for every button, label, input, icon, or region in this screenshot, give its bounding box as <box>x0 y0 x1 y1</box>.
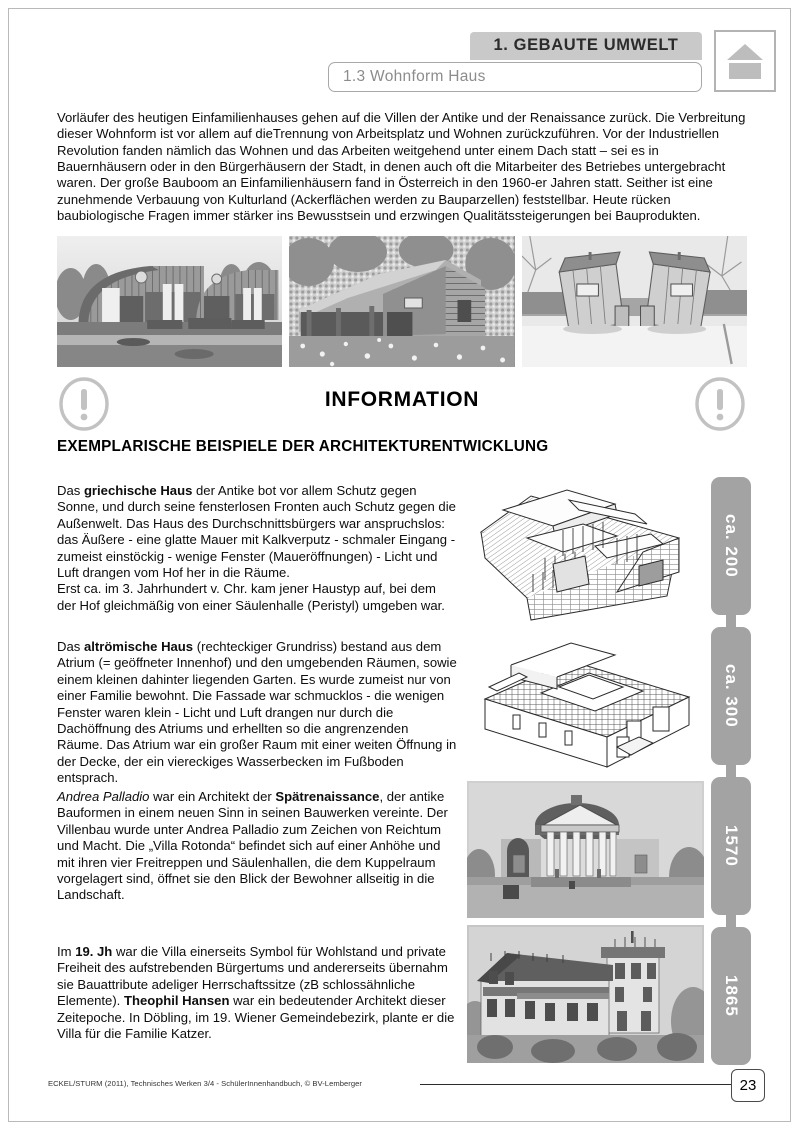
text-run: Das <box>57 483 84 498</box>
footer-credit: ECKEL/STURM (2011), Technisches Werken 3/4 - SchülerInnenhandbuch, © BV-Lemberger <box>48 1079 362 1088</box>
text-run: Im <box>57 944 76 959</box>
entry-greek-text <box>57 483 457 614</box>
entry-roman-text <box>57 639 457 787</box>
era-tab-label: ca. 300 <box>722 664 741 728</box>
exclamation-circle-icon <box>693 376 747 432</box>
entry-greek-paragraph-2: Erst ca. im 3. Jahrhundert v. Chr. kam jener Haustyp auf, bei dem der Hof gleichmäßig von einer Säulenhalle (Peristyl) umgeben war. <box>57 581 445 613</box>
section-title-box <box>328 62 702 92</box>
text-run-bold: Theophil Hansen <box>123 993 230 1009</box>
information-title: INFORMATION <box>324 388 480 411</box>
era-tab-label: ca. 200 <box>722 514 741 578</box>
era-connector <box>726 615 736 627</box>
section-subheading: EXEMPLARISCHE BEISPIELE DER ARCHITEKTURENTWICKLUNG <box>57 438 549 455</box>
section-title-text: 1.3 Wohnform Haus <box>343 68 486 85</box>
text-run: Das <box>57 639 84 654</box>
text-run-italic: Andrea Palladio <box>57 789 150 804</box>
text-run: der Antike bot vor allem Schutz gegen Sonne, und durch seine fensterlosen Fronten auch Schutz gegen die Außenwelt. Das Haus des Durchschnittsbürgers war anspruchslos: das Äußere - eine glatte Mauer mit Kalkverputz - schmaler Eingang - zumeist einstöckig - wenige Fenster (Maueröffnungen) - Licht und Luft drangen vom Hof her in die Räume. <box>57 483 456 581</box>
era-tab-label: 1865 <box>722 975 741 1017</box>
text-run: war die Villa einerseits Symbol für Wohlstand und private Freiheit des aufstrebenden Bürgertums und andererseits übernahm sie Bauattribute adeliger Herrschaftssitze (zB schlossähnliche Elemente). <box>57 944 448 1009</box>
era-tab-label: 1570 <box>722 825 741 867</box>
entry-palladio-paragraph <box>57 789 457 904</box>
era-tab-1570[interactable] <box>711 777 751 915</box>
text-run-bold: griechische Haus <box>83 483 193 498</box>
entry-greek-paragraph-1 <box>57 483 457 581</box>
villa-katzer-photo <box>467 925 704 1063</box>
villa-rotonda-photo <box>467 781 704 918</box>
chapter-title-text: 1. GEBAUTE UMWELT <box>493 35 679 54</box>
footer-rule <box>420 1084 732 1085</box>
page-number <box>731 1069 765 1102</box>
photo-twin-tilted-cabins <box>522 236 747 367</box>
information-banner <box>57 376 747 432</box>
greek-house-cutaway-illustration <box>467 480 704 635</box>
page-number-text: 23 <box>739 1077 757 1094</box>
roman-atrium-house-illustration <box>467 625 704 775</box>
entry-19jh-paragraph <box>57 944 457 1042</box>
era-tab-ca-200[interactable] <box>711 477 751 615</box>
entry-19jh-text <box>57 944 457 1042</box>
era-connector <box>726 765 736 777</box>
text-run: war ein Architekt der <box>149 789 276 804</box>
photo-strip <box>57 236 747 367</box>
era-tab-ca-300[interactable] <box>711 627 751 765</box>
text-run: , der antike Bauformen in einem neuen Sinn in seinen Bauwerken vereinte. Der Villenbau wurde unter Andrea Palladio zum Zeichen von Reichtum und Macht. Die „Villa Rotonda“ befindet sich auf einer Anhöhe und mit ihren vier Freitreppen und Säulenhallen, die dem Kuppelraum vorgelagert sind, öffnet sie den Blick der Bewohner allseitig in die Landschaft. <box>57 789 448 903</box>
entry-palladio-text <box>57 789 457 904</box>
era-connector <box>726 915 736 927</box>
entry-roman-paragraph <box>57 639 457 787</box>
house-icon <box>714 30 776 92</box>
text-run-bold: altrömische Haus <box>83 639 194 654</box>
text-run-bold: 19. Jh <box>75 944 113 959</box>
intro-paragraph: Vorläufer des heutigen Einfamilienhauses gehen auf die Villen der Antike und der Renaissance zurück. Die Verbreitung dieser Wohnform ist vor allem auf dieTrennung von Arbeitsplatz und Wohnen zurückzuführen. Vor der Industriellen Revolution fanden nämlich das Wohnen und das Arbeiten weitgehend unter einem Dach statt – sei es in Bauernhäusern oder in den Bürgerhäusern der Stadt, in denen auch oft die Mitarbeiter des Betriebes untergebracht waren. Der große Bauboom an Einfamilienhäusern fand in Österreich in den 1960-er Jahren statt. Seither ist eine zunehmende Verbauung von Kulturland (Ackerflächen werden zu Bauparzellen) feststellbar. Heute rücken baubiologische Fragen immer stärker ins Bewusstsein und erzwingen Qualitätssteigerungen bei Bauprodukten. <box>57 110 746 224</box>
photo-thatched-farmhouse <box>289 236 514 367</box>
era-tab-1865[interactable] <box>711 927 751 1065</box>
photo-modern-timber-houses <box>57 236 282 367</box>
text-run: (rechteckiger Grundriss) bestand aus dem Atrium (= geöffneter Innenhof) und den umgebenden Räumen, sowie einem kleinen dahinter liegenden Garten. Es wurde zumeist nur von einer Familie bewohnt. Die Fassade war schmucklos - die wenigen Fenster waren klein - Licht und Luft drangen nur durch die Dachöffnung des Atriums und erhellten so die angrenzenden Räume. Das Atrium war ein großer Raum mit einer weiten Öffnung in der Decke, der ein viereckiges Wasserbecken im Fußboden entsprach. <box>57 639 457 786</box>
chapter-title-band <box>470 32 702 60</box>
text-run-bold: Spätrenaissance <box>275 789 380 804</box>
text-run: war ein bedeutender Architekt dieser Zeitepoche. In Döbling, im 19. Wiener Gemeindebezirk, plante er die Villa für die Familie Katzer. <box>57 993 455 1042</box>
